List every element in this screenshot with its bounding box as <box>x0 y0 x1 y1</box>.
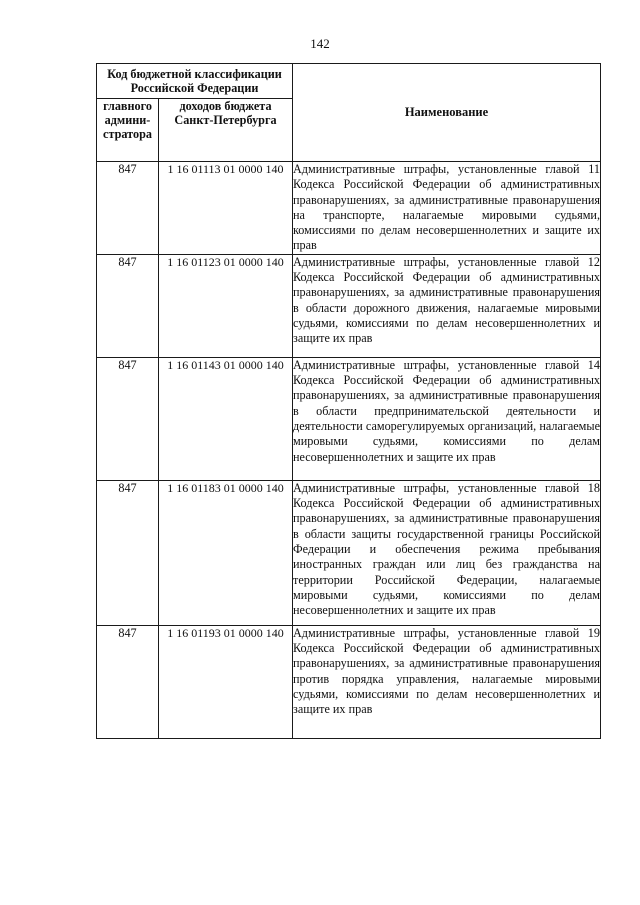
revenue-code-cell: 1 16 01183 01 0000 140 <box>159 480 293 625</box>
revenue-code-cell: 1 16 01113 01 0000 140 <box>159 162 293 255</box>
table-row <box>97 480 601 625</box>
table-row <box>97 162 601 255</box>
admin-code-cell: 847 <box>97 480 159 625</box>
table-row <box>97 357 601 480</box>
revenue-code-cell: 1 16 01193 01 0000 140 <box>159 625 293 738</box>
name-cell: Административные штрафы, установленные главой 11 Кодекса Российской Федерации об административных правонарушениях, за административные правонарушения на транспорте, налагаемые мировыми судьями, комиссиями по делам несовершеннолетних и защите их прав <box>293 162 600 253</box>
header-revenue-spb: доходов бюджета Санкт-Петербурга <box>159 99 293 162</box>
admin-code-cell: 847 <box>97 162 159 255</box>
name-cell: Административные штрафы, установленные главой 12 Кодекса Российской Федерации об административных правонарушениях, за административные правонарушения в области дорожного движения, налагаемые мировыми судьями, комиссиями по делам несовершеннолетних и защите их прав <box>293 254 601 357</box>
table-row <box>97 254 601 357</box>
admin-code-cell: 847 <box>97 254 159 357</box>
header-main-administrator: главного админи-стратора <box>97 99 159 162</box>
revenue-code-cell: 1 16 01143 01 0000 140 <box>159 357 293 480</box>
name-cell: Административные штрафы, установленные главой 19 Кодекса Российской Федерации об административных правонарушениях, за административные правонарушения против порядка управления, налагаемые мировыми судьями, комиссиями по делам несовершеннолетних и защите их прав <box>293 625 601 738</box>
header-budget-classification-code: Код бюджетной классификации Российской Федерации <box>97 64 293 99</box>
header-name: Наименование <box>293 64 601 162</box>
table-row <box>97 625 601 738</box>
budget-classification-table <box>96 63 601 739</box>
name-cell: Административные штрафы, установленные главой 18 Кодекса Российской Федерации об административных правонарушениях, за административные правонарушения в области защиты государственной границы Российской Федерации и обеспечения режима пребывания иностранных граждан или лиц без гражданства на территории Российской Федерации, налагаемые мировыми судьями, комиссиями по делам несовершеннолетних и защите их прав <box>293 480 601 625</box>
revenue-code-cell: 1 16 01123 01 0000 140 <box>159 254 293 357</box>
admin-code-cell: 847 <box>97 625 159 738</box>
admin-code-cell: 847 <box>97 357 159 480</box>
name-cell: Административные штрафы, установленные главой 14 Кодекса Российской Федерации об административных правонарушениях, за административные правонарушения в области предпринимательской деятельности и деятельности саморегулируемых организаций, налагаемые мировыми судьями, комиссиями по делам несовершеннолетних и защите их прав <box>293 357 601 480</box>
page-number: 142 <box>310 36 330 51</box>
